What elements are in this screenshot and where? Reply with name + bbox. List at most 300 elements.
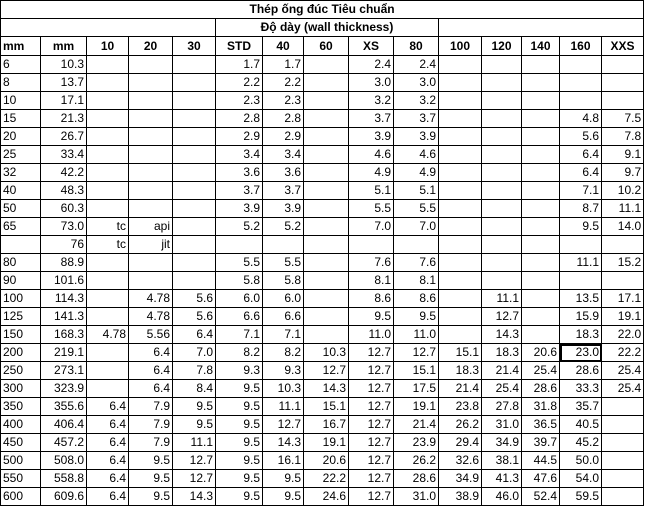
thickness-cell[interactable] bbox=[87, 362, 129, 380]
thickness-cell[interactable]: 29.4 bbox=[439, 434, 482, 452]
thickness-cell[interactable]: 16.1 bbox=[263, 452, 304, 470]
column-header[interactable]: mm bbox=[1, 37, 41, 56]
thickness-cell[interactable]: 41.3 bbox=[482, 470, 522, 488]
thickness-cell[interactable]: 2.8 bbox=[216, 110, 263, 128]
thickness-cell[interactable] bbox=[439, 146, 482, 164]
thickness-cell[interactable]: 21.4 bbox=[482, 362, 522, 380]
thickness-cell[interactable] bbox=[482, 236, 522, 254]
thickness-cell[interactable] bbox=[304, 308, 349, 326]
thickness-cell[interactable] bbox=[522, 74, 560, 92]
thickness-cell[interactable] bbox=[602, 434, 644, 452]
thickness-cell[interactable]: 6.4 bbox=[87, 416, 129, 434]
thickness-cell[interactable] bbox=[304, 326, 349, 344]
thickness-cell[interactable]: 23.0 bbox=[560, 344, 602, 362]
thickness-cell[interactable]: 9.5 bbox=[560, 218, 602, 236]
thickness-cell[interactable]: 7.9 bbox=[129, 398, 173, 416]
thickness-cell[interactable] bbox=[349, 236, 394, 254]
thickness-cell[interactable]: 4.6 bbox=[394, 146, 439, 164]
nominal-size-cell[interactable]: 6 bbox=[1, 56, 41, 74]
thickness-cell[interactable]: 24.6 bbox=[304, 488, 349, 506]
thickness-cell[interactable]: 7.1 bbox=[560, 182, 602, 200]
thickness-cell[interactable] bbox=[304, 92, 349, 110]
thickness-cell[interactable]: 7.1 bbox=[216, 326, 263, 344]
thickness-cell[interactable] bbox=[304, 236, 349, 254]
outer-diameter-cell[interactable]: 609.6 bbox=[41, 488, 87, 506]
thickness-cell[interactable] bbox=[439, 290, 482, 308]
thickness-cell[interactable]: 7.6 bbox=[349, 254, 394, 272]
thickness-cell[interactable] bbox=[87, 164, 129, 182]
thickness-cell[interactable] bbox=[602, 272, 644, 290]
outer-diameter-cell[interactable]: 21.3 bbox=[41, 110, 87, 128]
thickness-cell[interactable]: 7.8 bbox=[173, 362, 216, 380]
thickness-cell[interactable]: 5.6 bbox=[560, 128, 602, 146]
thickness-cell[interactable]: 4.6 bbox=[349, 146, 394, 164]
nominal-size-cell[interactable]: 100 bbox=[1, 290, 41, 308]
thickness-cell[interactable]: 8.7 bbox=[560, 200, 602, 218]
nominal-size-cell[interactable]: 200 bbox=[1, 344, 41, 362]
thickness-cell[interactable]: 7.0 bbox=[349, 218, 394, 236]
thickness-cell[interactable]: 14.3 bbox=[263, 434, 304, 452]
thickness-cell[interactable]: 10.3 bbox=[304, 344, 349, 362]
thickness-cell[interactable]: 11.1 bbox=[602, 200, 644, 218]
thickness-cell[interactable] bbox=[560, 56, 602, 74]
thickness-cell[interactable]: 9.5 bbox=[263, 470, 304, 488]
column-header[interactable]: 30 bbox=[173, 37, 216, 56]
thickness-cell[interactable]: 46.0 bbox=[482, 488, 522, 506]
outer-diameter-cell[interactable]: 355.6 bbox=[41, 398, 87, 416]
outer-diameter-cell[interactable]: 33.4 bbox=[41, 146, 87, 164]
thickness-cell[interactable]: 5.56 bbox=[129, 326, 173, 344]
thickness-cell[interactable]: 3.6 bbox=[263, 164, 304, 182]
thickness-cell[interactable] bbox=[87, 110, 129, 128]
thickness-cell[interactable]: jit bbox=[129, 236, 173, 254]
thickness-cell[interactable]: 11.1 bbox=[173, 434, 216, 452]
thickness-cell[interactable] bbox=[522, 182, 560, 200]
thickness-cell[interactable]: 14.3 bbox=[173, 488, 216, 506]
thickness-cell[interactable]: 26.2 bbox=[439, 416, 482, 434]
thickness-cell[interactable]: 31.8 bbox=[522, 398, 560, 416]
thickness-cell[interactable]: 7.0 bbox=[394, 218, 439, 236]
thickness-cell[interactable] bbox=[129, 56, 173, 74]
thickness-cell[interactable]: 5.5 bbox=[216, 254, 263, 272]
thickness-cell[interactable]: 47.6 bbox=[522, 470, 560, 488]
thickness-cell[interactable] bbox=[173, 56, 216, 74]
thickness-cell[interactable]: 15.1 bbox=[394, 362, 439, 380]
thickness-cell[interactable]: 5.2 bbox=[263, 218, 304, 236]
thickness-cell[interactable] bbox=[560, 236, 602, 254]
thickness-cell[interactable]: 28.6 bbox=[394, 470, 439, 488]
thickness-cell[interactable] bbox=[482, 272, 522, 290]
thickness-cell[interactable]: 14.3 bbox=[304, 380, 349, 398]
blank-cell[interactable] bbox=[439, 19, 644, 37]
thickness-cell[interactable]: 52.4 bbox=[522, 488, 560, 506]
thickness-cell[interactable]: 9.5 bbox=[129, 470, 173, 488]
column-header[interactable]: 160 bbox=[560, 37, 602, 56]
outer-diameter-cell[interactable]: 42.2 bbox=[41, 164, 87, 182]
outer-diameter-cell[interactable]: 101.6 bbox=[41, 272, 87, 290]
thickness-cell[interactable] bbox=[173, 254, 216, 272]
thickness-cell[interactable]: 33.3 bbox=[560, 380, 602, 398]
thickness-cell[interactable]: 8.6 bbox=[394, 290, 439, 308]
thickness-cell[interactable]: 2.3 bbox=[263, 92, 304, 110]
thickness-cell[interactable] bbox=[304, 56, 349, 74]
thickness-cell[interactable] bbox=[216, 236, 263, 254]
thickness-cell[interactable] bbox=[304, 218, 349, 236]
thickness-cell[interactable] bbox=[439, 236, 482, 254]
thickness-cell[interactable] bbox=[522, 56, 560, 74]
thickness-cell[interactable]: 12.7 bbox=[349, 380, 394, 398]
thickness-cell[interactable] bbox=[173, 164, 216, 182]
thickness-cell[interactable]: 5.8 bbox=[263, 272, 304, 290]
thickness-cell[interactable]: 8.1 bbox=[349, 272, 394, 290]
thickness-cell[interactable] bbox=[522, 164, 560, 182]
thickness-cell[interactable] bbox=[304, 290, 349, 308]
thickness-cell[interactable]: 5.5 bbox=[349, 200, 394, 218]
thickness-cell[interactable]: 11.1 bbox=[482, 290, 522, 308]
thickness-cell[interactable] bbox=[304, 74, 349, 92]
thickness-cell[interactable] bbox=[304, 146, 349, 164]
thickness-cell[interactable]: 9.1 bbox=[602, 146, 644, 164]
nominal-size-cell[interactable]: 250 bbox=[1, 362, 41, 380]
thickness-cell[interactable] bbox=[87, 308, 129, 326]
thickness-cell[interactable]: 22.2 bbox=[304, 470, 349, 488]
thickness-cell[interactable]: 5.6 bbox=[173, 308, 216, 326]
thickness-cell[interactable]: 3.6 bbox=[216, 164, 263, 182]
nominal-size-cell[interactable]: 65 bbox=[1, 218, 41, 236]
thickness-cell[interactable]: 10.2 bbox=[602, 182, 644, 200]
outer-diameter-cell[interactable]: 48.3 bbox=[41, 182, 87, 200]
thickness-cell[interactable]: 21.4 bbox=[394, 416, 439, 434]
thickness-cell[interactable]: 44.5 bbox=[522, 452, 560, 470]
thickness-cell[interactable]: 50.0 bbox=[560, 452, 602, 470]
thickness-cell[interactable]: 6.4 bbox=[129, 362, 173, 380]
table-subtitle[interactable]: Độ dày (wall thickness) bbox=[216, 19, 439, 37]
blank-cell[interactable] bbox=[1, 19, 216, 37]
thickness-cell[interactable]: 31.0 bbox=[394, 488, 439, 506]
thickness-cell[interactable]: 12.7 bbox=[173, 452, 216, 470]
thickness-cell[interactable]: 20.6 bbox=[304, 452, 349, 470]
thickness-cell[interactable] bbox=[522, 200, 560, 218]
thickness-cell[interactable]: 3.9 bbox=[216, 200, 263, 218]
thickness-cell[interactable] bbox=[87, 290, 129, 308]
thickness-cell[interactable]: 5.2 bbox=[216, 218, 263, 236]
thickness-cell[interactable]: 9.5 bbox=[216, 416, 263, 434]
thickness-cell[interactable] bbox=[87, 92, 129, 110]
thickness-cell[interactable] bbox=[304, 272, 349, 290]
thickness-cell[interactable] bbox=[482, 110, 522, 128]
thickness-cell[interactable]: 25.4 bbox=[522, 362, 560, 380]
thickness-cell[interactable]: 12.7 bbox=[394, 344, 439, 362]
thickness-cell[interactable] bbox=[482, 146, 522, 164]
thickness-cell[interactable]: 11.1 bbox=[560, 254, 602, 272]
thickness-cell[interactable]: 6.4 bbox=[560, 146, 602, 164]
thickness-cell[interactable]: 54.0 bbox=[560, 470, 602, 488]
nominal-size-cell[interactable]: 25 bbox=[1, 146, 41, 164]
thickness-cell[interactable]: 15.1 bbox=[439, 344, 482, 362]
thickness-cell[interactable] bbox=[602, 56, 644, 74]
thickness-cell[interactable]: 59.5 bbox=[560, 488, 602, 506]
nominal-size-cell[interactable]: 32 bbox=[1, 164, 41, 182]
thickness-cell[interactable]: 21.4 bbox=[439, 380, 482, 398]
thickness-cell[interactable]: 2.3 bbox=[216, 92, 263, 110]
thickness-cell[interactable] bbox=[482, 200, 522, 218]
thickness-cell[interactable] bbox=[87, 146, 129, 164]
thickness-cell[interactable]: 32.6 bbox=[439, 452, 482, 470]
thickness-cell[interactable] bbox=[263, 236, 304, 254]
thickness-cell[interactable]: 6.4 bbox=[129, 380, 173, 398]
thickness-cell[interactable]: tc bbox=[87, 218, 129, 236]
thickness-cell[interactable] bbox=[304, 110, 349, 128]
thickness-cell[interactable] bbox=[439, 164, 482, 182]
thickness-cell[interactable] bbox=[522, 146, 560, 164]
thickness-cell[interactable]: 2.8 bbox=[263, 110, 304, 128]
thickness-cell[interactable]: 2.2 bbox=[216, 74, 263, 92]
thickness-cell[interactable] bbox=[173, 200, 216, 218]
nominal-size-cell[interactable]: 450 bbox=[1, 434, 41, 452]
thickness-cell[interactable] bbox=[560, 272, 602, 290]
thickness-cell[interactable]: 14.3 bbox=[482, 326, 522, 344]
outer-diameter-cell[interactable]: 76 bbox=[41, 236, 87, 254]
thickness-cell[interactable]: 6.4 bbox=[129, 344, 173, 362]
column-header[interactable]: XXS bbox=[602, 37, 644, 56]
thickness-cell[interactable]: 17.5 bbox=[394, 380, 439, 398]
column-header[interactable]: 60 bbox=[304, 37, 349, 56]
outer-diameter-cell[interactable]: 88.9 bbox=[41, 254, 87, 272]
thickness-cell[interactable] bbox=[602, 74, 644, 92]
thickness-cell[interactable] bbox=[129, 92, 173, 110]
thickness-cell[interactable]: 3.0 bbox=[394, 74, 439, 92]
nominal-size-cell[interactable]: 40 bbox=[1, 182, 41, 200]
thickness-cell[interactable] bbox=[439, 200, 482, 218]
thickness-cell[interactable]: 3.4 bbox=[216, 146, 263, 164]
thickness-cell[interactable]: 3.7 bbox=[349, 110, 394, 128]
table-title[interactable]: Thép ống đúc Tiêu chuẩn bbox=[1, 1, 644, 19]
thickness-cell[interactable]: 36.5 bbox=[522, 416, 560, 434]
outer-diameter-cell[interactable]: 219.1 bbox=[41, 344, 87, 362]
thickness-cell[interactable] bbox=[602, 92, 644, 110]
nominal-size-cell[interactable]: 350 bbox=[1, 398, 41, 416]
thickness-cell[interactable] bbox=[560, 92, 602, 110]
thickness-cell[interactable]: tc bbox=[87, 236, 129, 254]
thickness-cell[interactable]: 18.3 bbox=[439, 362, 482, 380]
thickness-cell[interactable]: 25.4 bbox=[602, 380, 644, 398]
thickness-cell[interactable] bbox=[439, 218, 482, 236]
thickness-cell[interactable]: 34.9 bbox=[482, 434, 522, 452]
thickness-cell[interactable] bbox=[173, 146, 216, 164]
thickness-cell[interactable] bbox=[87, 56, 129, 74]
thickness-cell[interactable]: 6.4 bbox=[173, 326, 216, 344]
thickness-cell[interactable]: 22.2 bbox=[602, 344, 644, 362]
thickness-cell[interactable]: 17.1 bbox=[602, 290, 644, 308]
thickness-cell[interactable]: 6.4 bbox=[87, 398, 129, 416]
thickness-cell[interactable] bbox=[173, 92, 216, 110]
outer-diameter-cell[interactable]: 508.0 bbox=[41, 452, 87, 470]
thickness-cell[interactable]: 14.0 bbox=[602, 218, 644, 236]
thickness-cell[interactable] bbox=[304, 254, 349, 272]
thickness-cell[interactable]: 5.8 bbox=[216, 272, 263, 290]
thickness-cell[interactable]: 9.5 bbox=[129, 488, 173, 506]
thickness-cell[interactable]: 6.4 bbox=[87, 470, 129, 488]
thickness-cell[interactable]: 7.9 bbox=[129, 416, 173, 434]
thickness-cell[interactable] bbox=[394, 236, 439, 254]
thickness-cell[interactable] bbox=[522, 236, 560, 254]
outer-diameter-cell[interactable]: 13.7 bbox=[41, 74, 87, 92]
thickness-cell[interactable]: 3.2 bbox=[394, 92, 439, 110]
thickness-cell[interactable]: 40.5 bbox=[560, 416, 602, 434]
thickness-cell[interactable]: 8.6 bbox=[349, 290, 394, 308]
thickness-cell[interactable]: 3.7 bbox=[216, 182, 263, 200]
thickness-cell[interactable]: 26.2 bbox=[394, 452, 439, 470]
thickness-cell[interactable] bbox=[173, 272, 216, 290]
nominal-size-cell[interactable] bbox=[1, 236, 41, 254]
outer-diameter-cell[interactable]: 73.0 bbox=[41, 218, 87, 236]
thickness-cell[interactable]: 20.6 bbox=[522, 344, 560, 362]
thickness-cell[interactable]: 7.0 bbox=[173, 344, 216, 362]
thickness-cell[interactable]: 9.5 bbox=[349, 308, 394, 326]
thickness-cell[interactable]: 18.3 bbox=[560, 326, 602, 344]
thickness-cell[interactable]: 12.7 bbox=[349, 452, 394, 470]
thickness-cell[interactable] bbox=[439, 56, 482, 74]
thickness-cell[interactable]: 3.9 bbox=[394, 128, 439, 146]
thickness-cell[interactable]: 35.7 bbox=[560, 398, 602, 416]
nominal-size-cell[interactable]: 10 bbox=[1, 92, 41, 110]
thickness-cell[interactable] bbox=[439, 128, 482, 146]
thickness-cell[interactable] bbox=[602, 452, 644, 470]
thickness-cell[interactable] bbox=[439, 254, 482, 272]
thickness-cell[interactable]: 6.4 bbox=[87, 434, 129, 452]
thickness-cell[interactable]: 10.3 bbox=[263, 380, 304, 398]
thickness-cell[interactable] bbox=[173, 74, 216, 92]
thickness-cell[interactable]: 15.1 bbox=[304, 398, 349, 416]
thickness-cell[interactable]: 9.5 bbox=[173, 398, 216, 416]
thickness-cell[interactable] bbox=[129, 74, 173, 92]
thickness-cell[interactable] bbox=[439, 272, 482, 290]
outer-diameter-cell[interactable]: 457.2 bbox=[41, 434, 87, 452]
column-header[interactable]: 100 bbox=[439, 37, 482, 56]
thickness-cell[interactable] bbox=[482, 56, 522, 74]
column-header[interactable]: 40 bbox=[263, 37, 304, 56]
thickness-cell[interactable]: 3.2 bbox=[349, 92, 394, 110]
thickness-cell[interactable]: 4.78 bbox=[129, 308, 173, 326]
thickness-cell[interactable] bbox=[439, 308, 482, 326]
outer-diameter-cell[interactable]: 558.8 bbox=[41, 470, 87, 488]
thickness-cell[interactable]: 28.6 bbox=[560, 362, 602, 380]
thickness-cell[interactable] bbox=[87, 182, 129, 200]
thickness-cell[interactable]: 9.5 bbox=[216, 380, 263, 398]
thickness-cell[interactable]: 2.9 bbox=[263, 128, 304, 146]
outer-diameter-cell[interactable]: 26.7 bbox=[41, 128, 87, 146]
thickness-cell[interactable] bbox=[173, 110, 216, 128]
thickness-cell[interactable]: 5.6 bbox=[173, 290, 216, 308]
thickness-cell[interactable] bbox=[439, 92, 482, 110]
thickness-cell[interactable] bbox=[87, 272, 129, 290]
thickness-cell[interactable] bbox=[560, 74, 602, 92]
thickness-cell[interactable] bbox=[87, 128, 129, 146]
thickness-cell[interactable] bbox=[87, 344, 129, 362]
thickness-cell[interactable]: 3.0 bbox=[349, 74, 394, 92]
thickness-cell[interactable] bbox=[87, 74, 129, 92]
thickness-cell[interactable]: 9.5 bbox=[216, 488, 263, 506]
thickness-cell[interactable] bbox=[129, 110, 173, 128]
column-header[interactable]: mm bbox=[41, 37, 87, 56]
thickness-cell[interactable] bbox=[173, 128, 216, 146]
nominal-size-cell[interactable]: 90 bbox=[1, 272, 41, 290]
thickness-cell[interactable] bbox=[522, 272, 560, 290]
thickness-cell[interactable] bbox=[87, 200, 129, 218]
thickness-cell[interactable] bbox=[129, 146, 173, 164]
thickness-cell[interactable] bbox=[522, 92, 560, 110]
thickness-cell[interactable]: 4.9 bbox=[394, 164, 439, 182]
outer-diameter-cell[interactable]: 10.3 bbox=[41, 56, 87, 74]
thickness-cell[interactable]: 6.4 bbox=[87, 488, 129, 506]
thickness-cell[interactable] bbox=[87, 254, 129, 272]
thickness-cell[interactable]: 19.1 bbox=[304, 434, 349, 452]
thickness-cell[interactable]: 1.7 bbox=[216, 56, 263, 74]
thickness-cell[interactable]: api bbox=[129, 218, 173, 236]
nominal-size-cell[interactable]: 300 bbox=[1, 380, 41, 398]
thickness-cell[interactable]: 1.7 bbox=[263, 56, 304, 74]
column-header[interactable]: 10 bbox=[87, 37, 129, 56]
thickness-cell[interactable]: 4.78 bbox=[87, 326, 129, 344]
column-header[interactable]: 120 bbox=[482, 37, 522, 56]
thickness-cell[interactable]: 5.5 bbox=[394, 200, 439, 218]
thickness-cell[interactable]: 12.7 bbox=[349, 488, 394, 506]
thickness-cell[interactable]: 9.5 bbox=[263, 488, 304, 506]
thickness-cell[interactable]: 8.2 bbox=[216, 344, 263, 362]
nominal-size-cell[interactable]: 15 bbox=[1, 110, 41, 128]
thickness-cell[interactable]: 2.9 bbox=[216, 128, 263, 146]
thickness-cell[interactable]: 12.7 bbox=[482, 308, 522, 326]
thickness-cell[interactable]: 6.4 bbox=[87, 452, 129, 470]
thickness-cell[interactable] bbox=[304, 128, 349, 146]
nominal-size-cell[interactable]: 8 bbox=[1, 74, 41, 92]
thickness-cell[interactable]: 18.3 bbox=[482, 344, 522, 362]
thickness-cell[interactable]: 6.0 bbox=[263, 290, 304, 308]
thickness-cell[interactable]: 12.7 bbox=[349, 434, 394, 452]
thickness-cell[interactable]: 2.4 bbox=[349, 56, 394, 74]
outer-diameter-cell[interactable]: 60.3 bbox=[41, 200, 87, 218]
column-header[interactable]: STD bbox=[216, 37, 263, 56]
thickness-cell[interactable] bbox=[129, 272, 173, 290]
thickness-cell[interactable]: 31.0 bbox=[482, 416, 522, 434]
thickness-cell[interactable]: 6.0 bbox=[216, 290, 263, 308]
column-header[interactable]: 140 bbox=[522, 37, 560, 56]
thickness-cell[interactable]: 8.1 bbox=[394, 272, 439, 290]
thickness-cell[interactable]: 4.78 bbox=[129, 290, 173, 308]
thickness-cell[interactable]: 38.9 bbox=[439, 488, 482, 506]
nominal-size-cell[interactable]: 150 bbox=[1, 326, 41, 344]
thickness-cell[interactable] bbox=[602, 398, 644, 416]
nominal-size-cell[interactable]: 125 bbox=[1, 308, 41, 326]
thickness-cell[interactable] bbox=[129, 182, 173, 200]
thickness-cell[interactable]: 5.5 bbox=[263, 254, 304, 272]
thickness-cell[interactable]: 22.0 bbox=[602, 326, 644, 344]
thickness-cell[interactable]: 11.1 bbox=[263, 398, 304, 416]
thickness-cell[interactable]: 9.3 bbox=[216, 362, 263, 380]
thickness-cell[interactable]: 6.6 bbox=[216, 308, 263, 326]
thickness-cell[interactable]: 23.8 bbox=[439, 398, 482, 416]
thickness-cell[interactable] bbox=[304, 182, 349, 200]
thickness-cell[interactable] bbox=[482, 164, 522, 182]
thickness-cell[interactable] bbox=[304, 164, 349, 182]
thickness-cell[interactable]: 3.7 bbox=[263, 182, 304, 200]
thickness-cell[interactable] bbox=[522, 110, 560, 128]
thickness-cell[interactable]: 11.0 bbox=[349, 326, 394, 344]
thickness-cell[interactable]: 12.7 bbox=[263, 416, 304, 434]
thickness-cell[interactable] bbox=[522, 290, 560, 308]
thickness-cell[interactable] bbox=[129, 164, 173, 182]
column-header[interactable]: XS bbox=[349, 37, 394, 56]
